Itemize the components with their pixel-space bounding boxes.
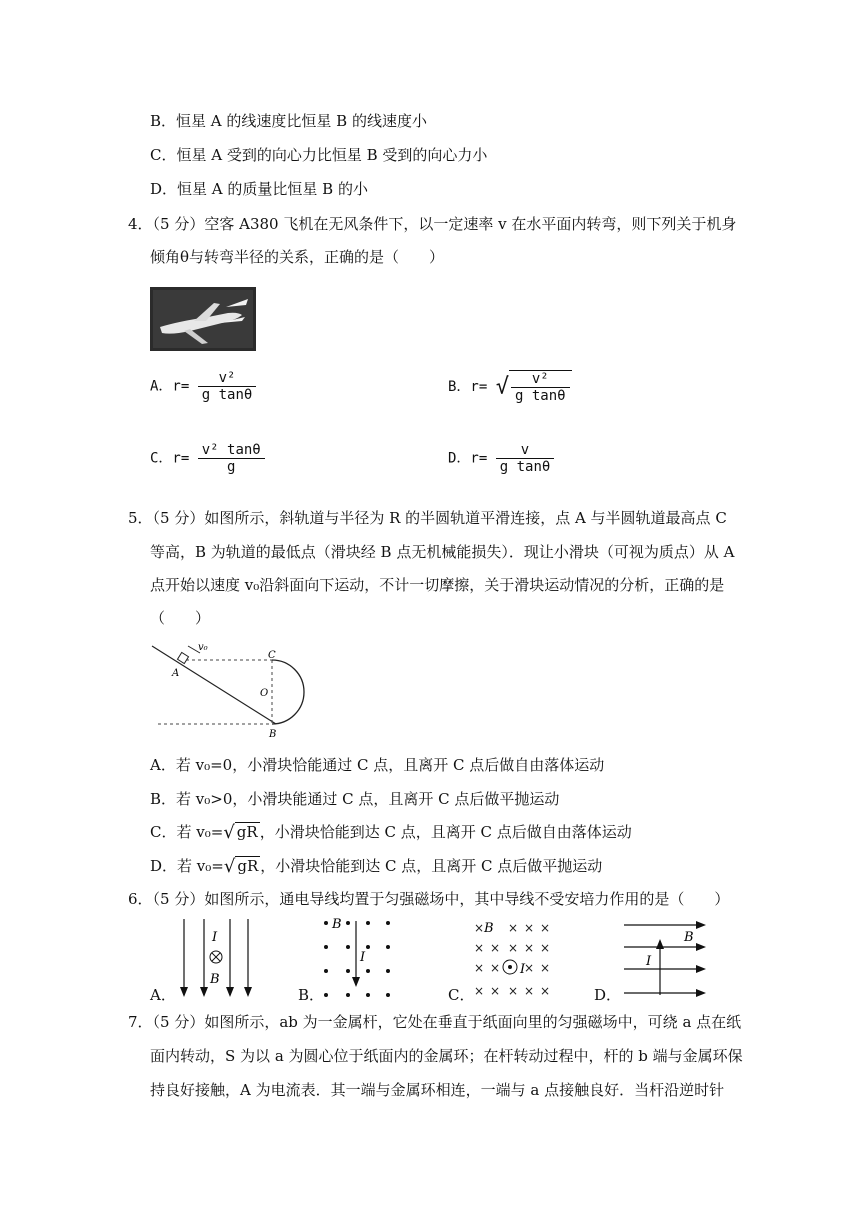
label-a: A bbox=[172, 668, 180, 679]
label-b: B bbox=[269, 729, 277, 740]
incline-semicircle-figure bbox=[148, 640, 318, 740]
svg-text:×: × bbox=[540, 984, 551, 998]
q6d-label-i: I bbox=[646, 954, 652, 969]
q3-option-d: D．恒星 A 的质量比恒星 B 的小 bbox=[150, 180, 368, 198]
slider-block bbox=[177, 652, 188, 663]
svg-text:×: × bbox=[540, 921, 551, 935]
q5-option-d-prefix: D．若 v₀= bbox=[150, 857, 224, 875]
q5-option-b: B．若 v₀>0，小滑块能通过 C 点，且离开 C 点后做平抛运动 bbox=[150, 790, 560, 808]
q4-option-c-label: C．r= bbox=[150, 450, 190, 467]
q6a-label-i: I bbox=[212, 930, 218, 945]
q4-option-b-denominator: g tanθ bbox=[514, 388, 566, 404]
q5-stem-line4: （ ） bbox=[150, 609, 211, 627]
q4-stem-line2: 倾角θ与转弯半径的关系，正确的是（ ） bbox=[150, 248, 445, 266]
svg-text:×: × bbox=[524, 984, 535, 998]
q6b-label-i: I bbox=[360, 950, 366, 965]
q6-label-b: B． bbox=[298, 986, 325, 1004]
svg-text:×: × bbox=[490, 961, 501, 975]
q4-option-c-numerator: v² tanθ bbox=[198, 442, 265, 459]
q6-label-c: C． bbox=[448, 986, 475, 1004]
svg-text:×: × bbox=[524, 961, 535, 975]
q4-option-c-denominator: g bbox=[227, 459, 236, 475]
semicircle-track bbox=[272, 660, 304, 724]
q5-option-c-prefix: C．若 v₀= bbox=[150, 823, 224, 841]
q6b-label-b: B bbox=[332, 917, 342, 932]
svg-text:×: × bbox=[490, 941, 501, 955]
airplane-photo bbox=[150, 287, 256, 351]
q6-figure-c bbox=[470, 915, 560, 1001]
q5-option-d-suffix: ，小滑块恰能到达 C 点，且离开 C 点后做平抛运动 bbox=[260, 857, 603, 875]
q4-option-d-fraction bbox=[496, 442, 555, 475]
q4-option-b-label: B．r= bbox=[448, 379, 488, 395]
q4-option-d-numerator: v bbox=[496, 442, 555, 459]
q6c-label-i: I bbox=[520, 962, 526, 977]
q7-stem-line1: 7．（5 分）如图所示，ab 为一金属杆，它处在垂直于纸面向里的匀强磁场中，可绕 a 点在纸 bbox=[128, 1013, 742, 1031]
q4-option-b bbox=[448, 370, 572, 404]
svg-text:×: × bbox=[508, 984, 519, 998]
q4-option-a-denominator: g tanθ bbox=[201, 387, 253, 403]
svg-text:×: × bbox=[508, 921, 519, 935]
sqrt-sign-icon: √ bbox=[223, 822, 235, 843]
q6-stem: 6．（5 分）如图所示，通电导线均置于匀强磁场中，其中导线不受安培力作用的是（ ） bbox=[128, 890, 730, 908]
q4-option-d bbox=[448, 442, 554, 475]
q4-stem-line1: 4．（5 分）空客 A380 飞机在无风条件下，以一定速率 v 在水平面内转弯，则下列关于机身 bbox=[128, 215, 737, 233]
q4-option-d-label: D．r= bbox=[448, 450, 488, 467]
q7-stem-line2: 面内转动，S 为以 a 为圆心位于纸面内的金属环；在杆转动过程中，杆的 b 端与金属环保 bbox=[150, 1047, 743, 1065]
q4-option-a-fraction bbox=[198, 370, 257, 403]
q6-figure-d bbox=[622, 915, 714, 1001]
q4-option-d-denominator: g tanθ bbox=[499, 459, 551, 475]
svg-text:×: × bbox=[474, 984, 485, 998]
q5-option-c-radicand: gR bbox=[236, 823, 258, 841]
q4-option-c-fraction bbox=[198, 442, 265, 475]
label-v0: v₀ bbox=[198, 642, 208, 653]
q4-option-a-label: A．r= bbox=[150, 378, 190, 395]
q4-option-b-numerator: v² bbox=[511, 371, 570, 388]
label-c: C bbox=[268, 650, 276, 661]
q6-label-d: D． bbox=[594, 986, 622, 1004]
q6-label-a: A． bbox=[150, 986, 176, 1004]
q4-option-a-numerator: v² bbox=[198, 370, 257, 387]
sqrt-sign-icon: √ bbox=[495, 374, 509, 400]
q5-option-d-radicand: gR bbox=[237, 857, 259, 875]
svg-text:×: × bbox=[490, 984, 501, 998]
svg-text:×: × bbox=[540, 961, 551, 975]
svg-text:×: × bbox=[474, 961, 485, 975]
label-o: O bbox=[260, 688, 269, 699]
q5-stem-line2: 等高，B 为轨道的最低点（滑块经 B 点无机械能损失）．现让小滑块（可视为质点）从 A bbox=[150, 543, 735, 561]
q7-stem-line3: 持良好接触，A 为电流表．其一端与金属环相连，一端与 a 点接触良好．当杆沿逆时针 bbox=[150, 1081, 725, 1099]
svg-text:×: × bbox=[524, 941, 535, 955]
q4-option-a bbox=[150, 370, 256, 403]
q3-option-b: B．恒星 A 的线速度比恒星 B 的线速度小 bbox=[150, 112, 427, 130]
q5-stem-line1: 5．（5 分）如图所示，斜轨道与半径为 R 的半圆轨道平滑连接，点 A 与半圆轨道最高点 C bbox=[128, 509, 727, 527]
incline-line bbox=[152, 646, 276, 724]
svg-text:×: × bbox=[508, 941, 519, 955]
q4-option-c bbox=[150, 442, 265, 475]
q6-figure-a bbox=[172, 915, 262, 1001]
q5-stem-line3: 点开始以速度 v₀沿斜面向下运动，不计一切摩擦，关于滑块运动情况的分析，正确的是 bbox=[150, 576, 725, 594]
q6c-label-b: B bbox=[484, 921, 494, 936]
svg-text:×: × bbox=[524, 921, 535, 935]
svg-text:×: × bbox=[474, 921, 485, 935]
q3-option-c: C．恒星 A 受到的向心力比恒星 B 受到的向心力小 bbox=[150, 146, 488, 164]
q5-option-a: A．若 v₀=0，小滑块恰能通过 C 点，且离开 C 点后做自由落体运动 bbox=[150, 756, 605, 774]
q5-option-d bbox=[150, 856, 602, 877]
q6-figure-b bbox=[318, 915, 402, 1001]
sqrt-sign-icon: √ bbox=[223, 856, 236, 877]
q5-option-c-suffix: ，小滑块恰能到达 C 点，且离开 C 点后做自由落体运动 bbox=[259, 823, 632, 841]
q6a-label-b: B bbox=[210, 972, 220, 987]
q5-option-c bbox=[150, 822, 632, 843]
svg-text:×: × bbox=[474, 941, 485, 955]
svg-text:×: × bbox=[540, 941, 551, 955]
q4-option-b-fraction bbox=[509, 370, 572, 404]
q6d-label-b: B bbox=[684, 930, 694, 945]
